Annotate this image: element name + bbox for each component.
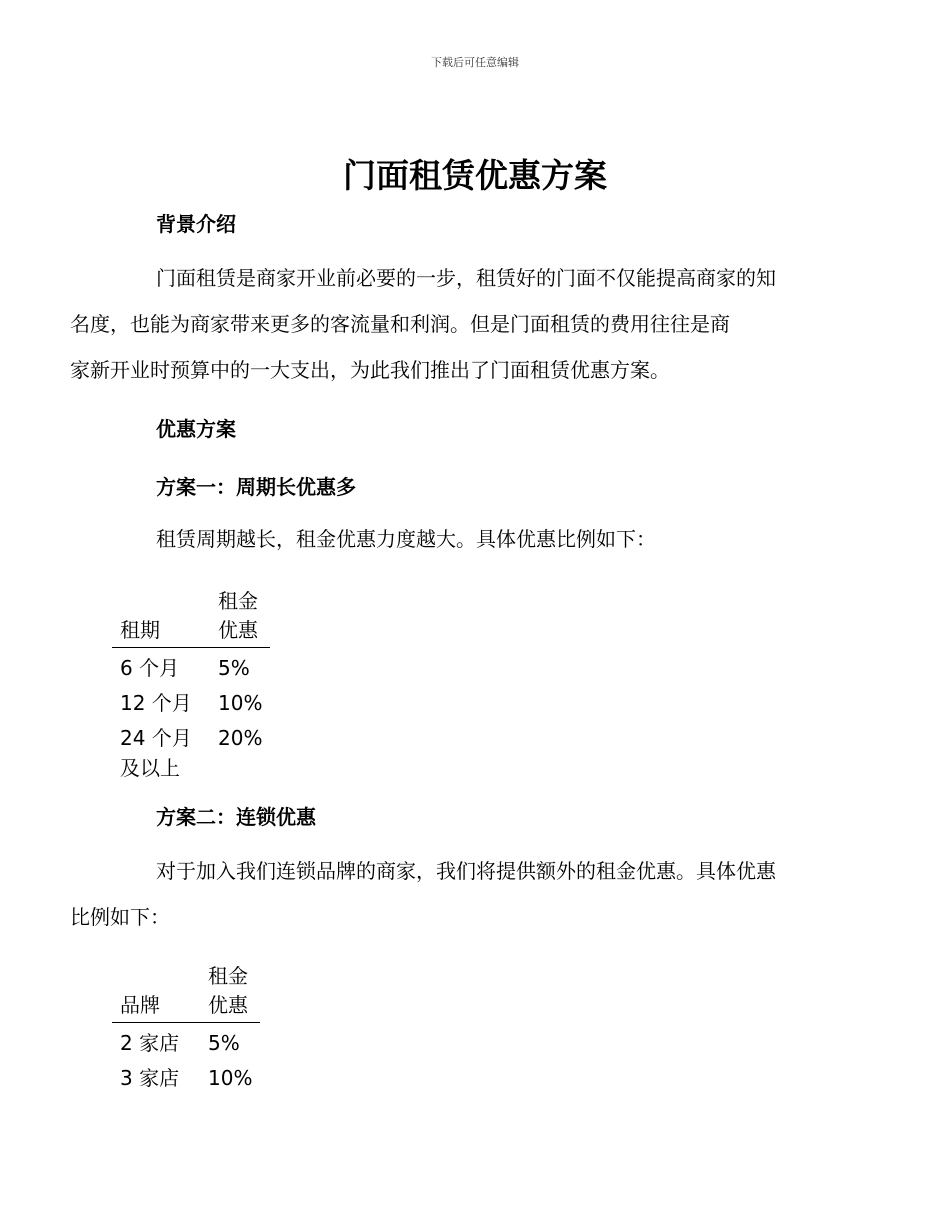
- table-cell: 20%: [218, 726, 263, 750]
- paragraph-line: 租赁周期越长，租金优惠力度越大。具体优惠比例如下：: [156, 527, 656, 551]
- plan-heading: 优惠方案: [156, 417, 236, 441]
- paragraph-line: 名度，也能为商家带来更多的客流量和利润。但是门面租赁的费用往往是商: [70, 312, 730, 336]
- table-cell: 12 个月: [120, 691, 192, 715]
- table-cell: 5%: [218, 656, 250, 680]
- table-header-cell: 租期: [112, 587, 210, 648]
- table-header-row: [112, 962, 260, 1023]
- table-row: [112, 683, 270, 718]
- table-row: [112, 648, 270, 684]
- table-header-cell: 租金优惠: [210, 587, 270, 648]
- background-paragraph: [70, 255, 838, 393]
- plan2-paragraph: [70, 848, 838, 940]
- paragraph-line: 对于加入我们连锁品牌的商家，我们将提供额外的租金优惠。具体优惠: [156, 859, 776, 883]
- plan1-intro: [113, 516, 838, 562]
- plan2-heading: 方案二：连锁优惠: [156, 805, 316, 829]
- table-header-row: [112, 587, 270, 648]
- table-header-cell: 租金优惠: [200, 962, 260, 1023]
- table-cell: 10%: [218, 691, 263, 715]
- page-title: 门面租赁优惠方案: [343, 156, 607, 195]
- plan1-heading: 方案一：周期长优惠多: [156, 475, 356, 499]
- table-header-cell: 品牌: [112, 962, 200, 1023]
- background-heading: 背景介绍: [156, 212, 236, 236]
- table-cell: 6 个月: [120, 656, 180, 680]
- table-row: [112, 1023, 260, 1059]
- table-cell: 3 家店: [120, 1066, 180, 1090]
- plan2-rate-table: [112, 962, 260, 1093]
- table-cell: 10%: [208, 1066, 253, 1090]
- table-cell: 2 家店: [120, 1031, 180, 1055]
- paragraph-line: 比例如下：: [70, 905, 170, 929]
- plan1-rate-table: [112, 587, 270, 783]
- table-cell: 24 个月及以上: [120, 726, 192, 780]
- header-note: 下载后可任意编辑: [431, 56, 519, 69]
- table-row: [112, 718, 270, 783]
- paragraph-line: 家新开业时预算中的一大支出，为此我们推出了门面租赁优惠方案。: [70, 358, 670, 382]
- paragraph-line: 门面租赁是商家开业前必要的一步，租赁好的门面不仅能提高商家的知: [156, 266, 776, 290]
- table-row: [112, 1058, 260, 1093]
- table-cell: 5%: [208, 1031, 240, 1055]
